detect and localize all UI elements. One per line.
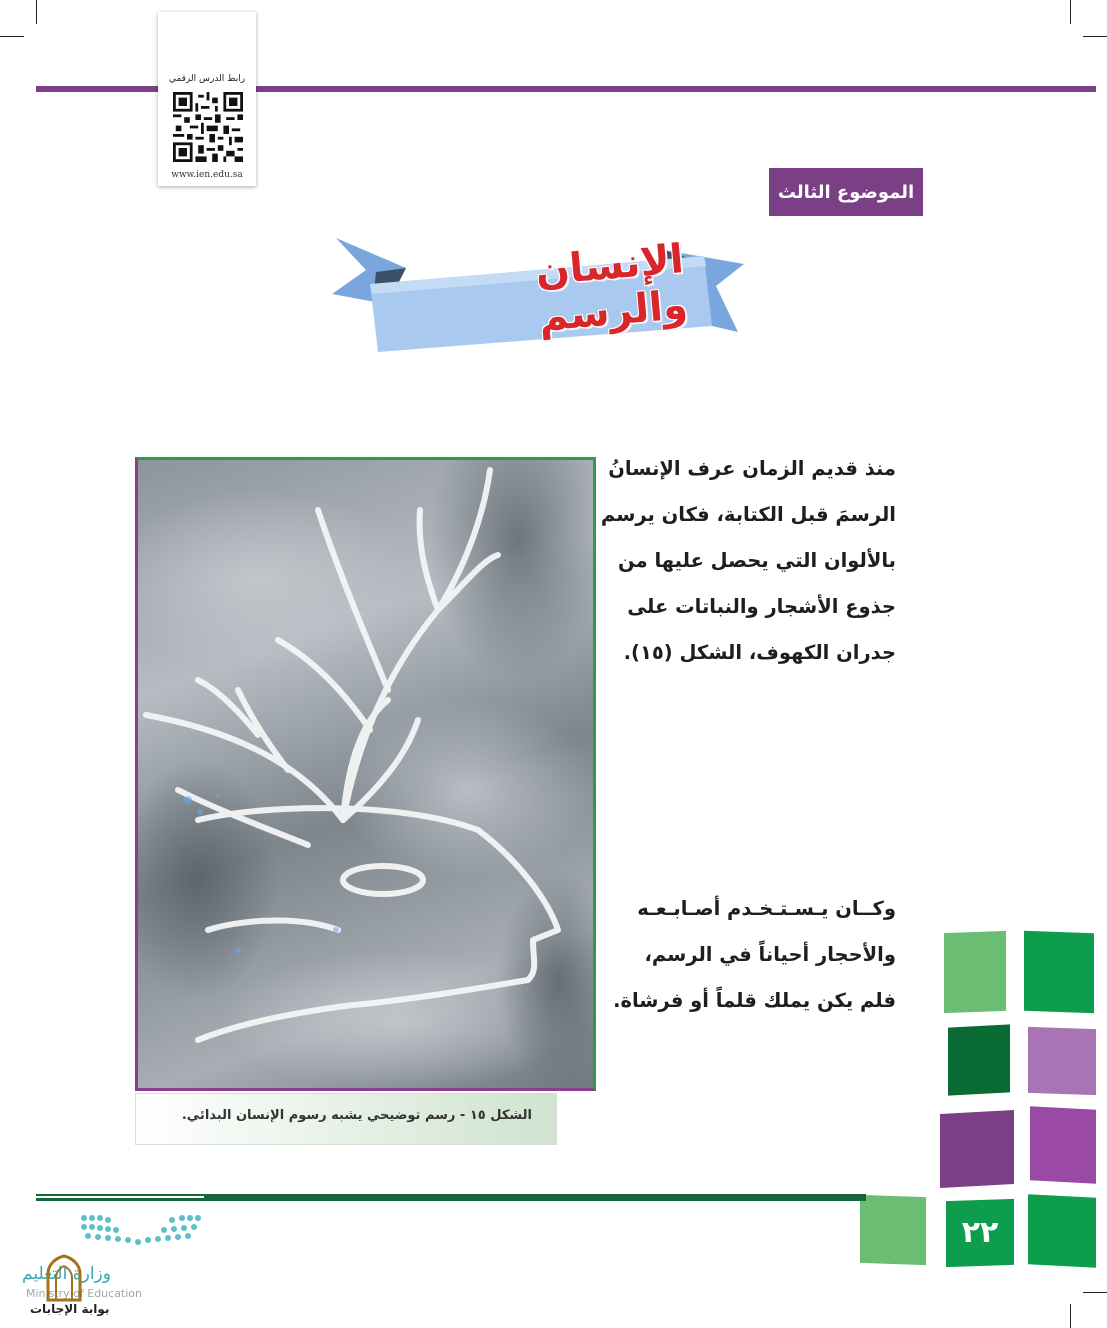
- answers-gate-logo-icon: [44, 1254, 84, 1302]
- page-title: الإنسان والرسم: [533, 236, 690, 341]
- decor-square: [940, 1110, 1014, 1188]
- crop-mark: [0, 36, 24, 37]
- ministry-name: وزارة التعليم: [22, 1264, 111, 1284]
- decor-square: [1028, 1027, 1096, 1095]
- text-line: الرسمَ قبل الكتابة، فكان يرسم: [600, 503, 896, 526]
- decor-square: [1030, 1106, 1096, 1183]
- qr-card[interactable]: [158, 12, 256, 186]
- decor-square: [1024, 931, 1094, 1013]
- page-number: ٢٢: [961, 1214, 999, 1250]
- text-line: وكــان يـسـتـخـدم أصـابـعـه: [637, 897, 896, 920]
- answers-gate-label: بوابة الإجابات: [30, 1302, 110, 1316]
- text-line: والأحجار أحياناً في الرسم،: [644, 943, 896, 966]
- crop-mark: [1083, 1292, 1107, 1293]
- crop-mark: [1070, 1304, 1071, 1328]
- figure-caption: الشكل ١٥ - رسم توضيحي يشبه رسوم الإنسان البدائي.: [181, 1108, 532, 1123]
- text-line: جدران الكهوف، الشكل (١٥).: [623, 641, 896, 664]
- paragraph-intro: [600, 446, 896, 676]
- figure-caption-box: [135, 1093, 557, 1145]
- text-line: بالألوان التي يحصل عليها من: [618, 549, 896, 572]
- bottom-rule-accent: [36, 1196, 204, 1198]
- text-line: منذ قديم الزمان عرف الإنسانُ: [608, 457, 896, 480]
- decor-square: [860, 1195, 926, 1265]
- crop-mark: [36, 0, 37, 24]
- cave-drawing-photo: [135, 457, 596, 1091]
- paragraph-tools: [600, 886, 896, 1024]
- text-line: جذوع الأشجار والنباتات على: [627, 595, 896, 618]
- decor-square: [948, 1024, 1010, 1095]
- qr-code-icon[interactable]: [173, 92, 243, 162]
- ministry-name-en: Ministry of Education: [26, 1287, 143, 1300]
- ministry-logo-icon: [78, 1212, 202, 1252]
- title-banner: [326, 234, 746, 358]
- deer-drawing-icon: [138, 460, 593, 1088]
- text-line: فلم يكن يملك قلماً أو فرشاة.: [613, 989, 896, 1012]
- decor-square: [944, 931, 1006, 1013]
- decor-square: [1028, 1194, 1096, 1268]
- qr-url[interactable]: www.ien.edu.sa: [171, 170, 243, 180]
- crop-mark: [1070, 0, 1071, 24]
- topic-badge: الموضوع الثالث: [769, 168, 923, 216]
- qr-label: رابط الدرس الرقمي: [168, 74, 246, 84]
- crop-mark: [1083, 36, 1107, 37]
